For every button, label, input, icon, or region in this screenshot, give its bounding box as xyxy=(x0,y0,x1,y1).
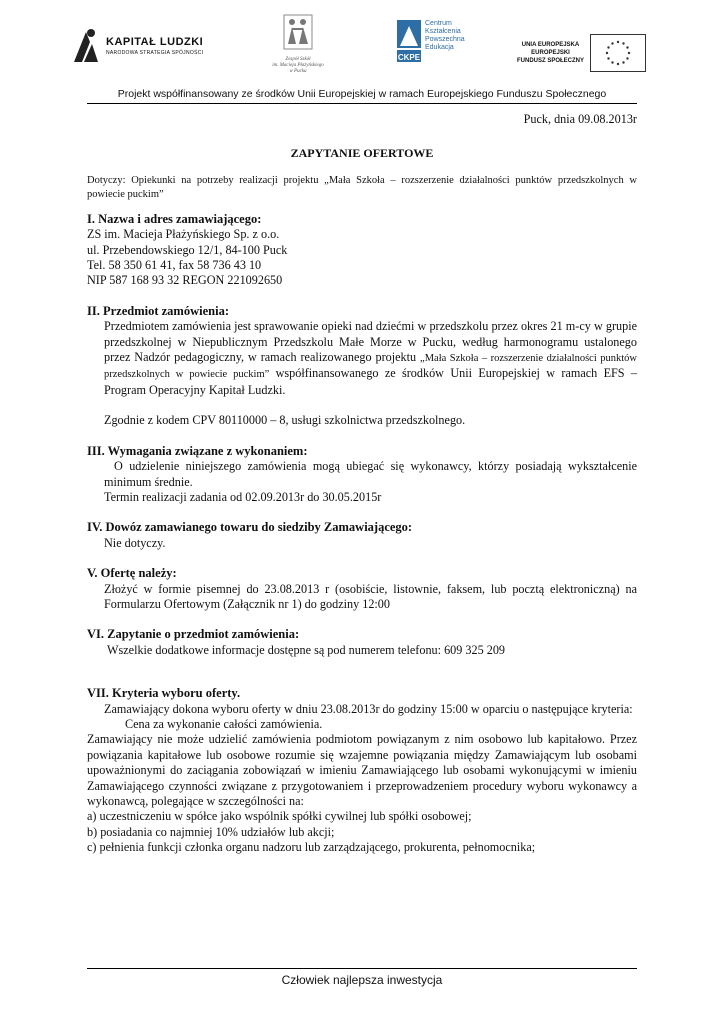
school-emblem-icon xyxy=(283,14,313,50)
section-7-paragraph-1: Zamawiający dokona wyboru oferty w dniu 23.08.2013r do godziny 15:00 w oparciu o następujące kryteria: xyxy=(104,701,633,716)
section-2-paragraph-1 xyxy=(87,319,637,398)
header-caption: Projekt współfinansowany ze środków Unii Europejskiej w ramach Europejskiego Funduszu Społecznego xyxy=(117,88,607,100)
eu-text-line-2: EUROPEJSKI xyxy=(531,50,570,56)
section-1-heading: I. Nazwa i adres zamawiającego: xyxy=(87,211,262,226)
section-2-text-c: współfinansowanego ze środków Unii Europejskiej w ramach EFS – Program Operacyjny Kapitał Ludzki. xyxy=(104,366,638,397)
section-3-heading: III. Wymagania związane z wykonaniem: xyxy=(87,443,308,458)
section-7-criterion: Cena za wykonanie całości zamówienia. xyxy=(125,716,323,731)
section-4-paragraph: Nie dotyczy. xyxy=(104,535,166,550)
school-text-line-3: w Pucku xyxy=(289,69,307,74)
eu-text-line-3: FUNDUSZ SPOŁECZNY xyxy=(517,58,585,64)
address-line: NIP 587 168 93 32 REGON 221092650 xyxy=(87,273,283,288)
section-6-heading: VI. Zapytanie o przedmiot zamówienia: xyxy=(87,627,300,642)
list-item: a) uczestniczeniu w spółce jako wspólnik spółki cywilnej lub spółki osobowej; xyxy=(87,809,472,824)
header-logos xyxy=(0,0,724,90)
document-date: Puck, dnia 09.08.2013r xyxy=(523,112,637,126)
ckpe-text-line-1: Centrum xyxy=(425,20,452,27)
section-1-lines xyxy=(87,227,637,289)
address-line: ul. Przebendowskiego 12/1, 84-100 Puck xyxy=(87,242,288,257)
kapital-ludzki-mark-icon xyxy=(70,28,100,64)
section-5-paragraph: Złożyć w formie pisemnej do 23.08.2013 r (osobiście, listownie, faksem, lub pocztą elektroniczną) na Formularzu Ofertowym (Załącznik nr 1) do godziny 12:00 xyxy=(104,581,637,611)
eu-logo xyxy=(517,34,646,72)
ckpe-text-line-2: Kształcenia xyxy=(425,28,461,35)
list-item: c) pełnienia funkcji członka organu nadzoru lub zarządzającego, prokurenta, pełnomocnika; xyxy=(87,840,536,855)
kl-title: KAPITAŁ LUDZKI xyxy=(106,36,204,48)
section-7-list xyxy=(87,809,637,855)
school-text-line-1: Zespół Szkół xyxy=(285,57,311,62)
eu-text-line-1: UNIA EUROPEJSKA xyxy=(521,42,580,48)
ckpe-text-line-3: Powszechna xyxy=(425,36,465,43)
footer-text: Człowiek najlepsza inwestycja xyxy=(281,973,443,987)
kl-subtitle: NARODOWA STRATEGIA SPÓJNOŚCI xyxy=(106,50,204,56)
section-2-paragraph-2: Zgodnie z kodem CPV 80110000 – 8, usługi szkolnictwa przedszkolnego. xyxy=(104,413,466,428)
ckpe-badge: CKPE xyxy=(397,53,421,62)
section-3-paragraph-1: O udzielenie niniejszego zamówienia mogą ubiegać się wykonawcy, którzy posiadają wykształcenie minimum średnie. xyxy=(104,459,637,489)
school-logo xyxy=(262,14,334,75)
ckpe-text-line-4: Edukacja xyxy=(425,44,454,51)
section-6-paragraph: Wszelkie dodatkowe informacje dostępne są pod numerem telefonu: 609 325 209 xyxy=(107,642,506,657)
section-4-heading: IV. Dowóz zamawianego towaru do siedziby Zamawiającego: xyxy=(87,520,413,535)
kapital-ludzki-logo xyxy=(70,28,203,64)
section-5-heading: V. Ofertę należy: xyxy=(87,566,177,581)
document-title: ZAPYTANIE OFERTOWE xyxy=(290,146,434,161)
address-line: ZS im. Macieja Płażyńskiego Sp. z o.o. xyxy=(87,227,280,242)
regarding-text: Dotyczy: Opiekunki na potrzeby realizacji projektu „Mała Szkoła – rozszerzenie działalności punktów przedszkolnych w powiecie puckim” xyxy=(87,174,637,200)
school-text-line-2: im. Macieja Płażyńskiego xyxy=(272,63,324,68)
footer-divider xyxy=(87,968,637,969)
section-2-heading: II. Przedmiot zamówienia: xyxy=(87,303,229,318)
ckpe-logo xyxy=(396,18,465,64)
eu-flag-icon xyxy=(590,34,646,72)
section-7-heading: VII. Kryteria wyboru oferty. xyxy=(87,686,241,701)
section-7-paragraph-3: Zamawiający nie może udzielić zamówienia podmiotom powiązanym z nim osobowo lub kapitałowo. Przez powiązania kapitałowe lub osobowe rozumie się wzajemne powiązania między Zamawiającym lub osobami upoważnionymi do zaciągania zobowiązań w imieniu Zamawiającego lub osobami wykonującymi w imieniu Zamawiającego czynności związane z przygotowaniem i przeprowadzeniem procedury wyboru wykonawcy a wykonawcą, polegające w szczególności na: xyxy=(87,732,637,808)
section-2-text-a: Przedmiotem zamówienia jest sprawowanie opieki nad dziećmi w przedszkolu przez okres 21 m-cy w grupie przedszkolnej w Niepublicznym Przedszkolu Małe Morze w Pucku, według harmonogramu ustalonego przez Nadzór pedagogiczny, w ramach realizowanego projektu xyxy=(104,319,637,365)
header-divider xyxy=(87,103,637,104)
address-line: Tel. 58 350 61 41, fax 58 736 43 10 xyxy=(87,258,262,273)
project-name: „Mała Szkoła – rozszerzenie działalności punktów przedszkolnych w powiecie puckim” xyxy=(104,353,637,381)
list-item: b) posiadania co najmniej 10% udziałów lub akcji; xyxy=(87,824,335,839)
ckpe-mark-icon xyxy=(396,18,422,64)
section-3-paragraph-2: Termin realizacji zadania od 02.09.2013r do 30.05.2015r xyxy=(104,489,382,504)
document-body xyxy=(87,112,637,856)
